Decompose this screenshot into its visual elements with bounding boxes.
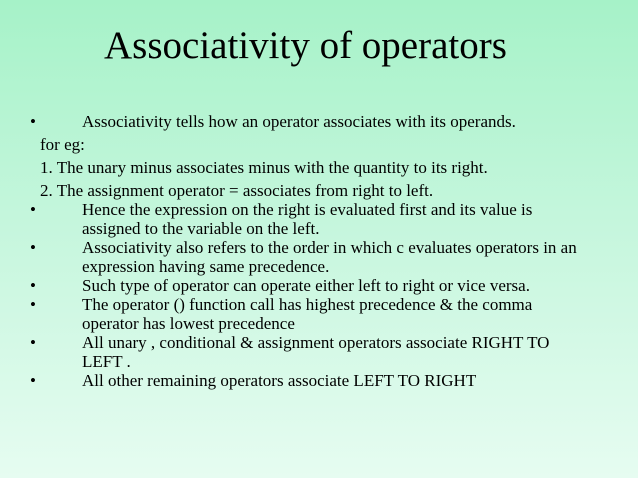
bullet-item — [0, 238, 638, 276]
bullet-text: All unary , conditional & assignment operators associate RIGHT TO — [82, 333, 550, 352]
plain-line — [0, 181, 638, 200]
bullet-marker: • — [30, 238, 36, 257]
bullet-text: Hence the expression on the right is evaluated first and its value is — [82, 200, 533, 219]
bullet-marker: • — [30, 112, 36, 131]
bullet-marker: • — [30, 371, 36, 390]
plain-text: 2. The assignment operator = associates from right to left. — [40, 181, 434, 200]
bullet-text-continued: assigned to the variable on the left. — [82, 219, 320, 238]
bullet-item — [0, 333, 638, 371]
bullet-marker: • — [30, 295, 36, 314]
bullet-text-continued: LEFT . — [82, 352, 131, 371]
slide-content — [0, 112, 638, 390]
bullet-text: All other remaining operators associate LEFT TO RIGHT — [82, 371, 477, 390]
plain-line — [0, 135, 638, 154]
bullet-item — [0, 112, 638, 131]
slide-title: Associativity of operators — [104, 24, 507, 67]
bullet-marker: • — [30, 200, 36, 219]
plain-text: 1. The unary minus associates minus with the quantity to its right. — [40, 158, 488, 177]
bullet-text: The operator () function call has highest precedence & the comma — [82, 295, 533, 314]
bullet-text: Associativity tells how an operator associates with its operands. — [82, 112, 516, 131]
bullet-marker: • — [30, 276, 36, 295]
bullet-item — [0, 276, 638, 295]
bullet-text: Such type of operator can operate either left to right or vice versa. — [82, 276, 530, 295]
bullet-item — [0, 371, 638, 390]
plain-line — [0, 158, 638, 177]
bullet-marker: • — [30, 333, 36, 352]
bullet-text-continued: expression having same precedence. — [82, 257, 330, 276]
bullet-item — [0, 295, 638, 333]
bullet-item — [0, 200, 638, 238]
bullet-text-continued: operator has lowest precedence — [82, 314, 295, 333]
bullet-text: Associativity also refers to the order in which c evaluates operators in an — [82, 238, 577, 257]
plain-text: for eg: — [40, 135, 85, 154]
